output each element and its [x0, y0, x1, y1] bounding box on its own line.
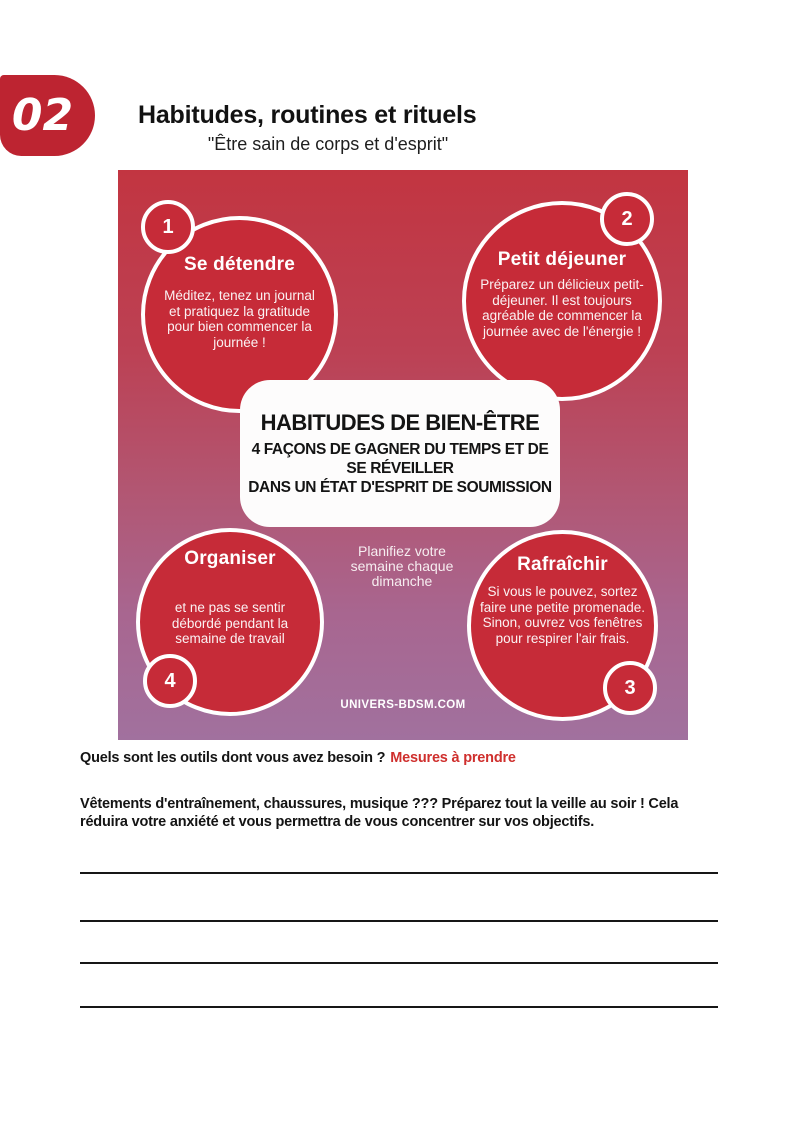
writing-line	[80, 872, 718, 874]
page-subtitle: "Être sain de corps et d'esprit"	[207, 134, 449, 154]
step-text: Préparez un délicieux petit-déjeuner. Il est toujours agréable de commencer la journée avec de l'énergie !	[480, 277, 644, 339]
page-header	[138, 101, 518, 155]
infographic-title: HABITUDES DE BIEN-ÊTRE	[260, 410, 540, 435]
infographic-image	[118, 170, 688, 740]
question-text: Quels sont les outils dont vous avez besoin ?	[80, 750, 386, 766]
writing-line	[80, 920, 718, 922]
step-title: Se détendre	[184, 254, 295, 275]
page-title: Habitudes, routines et rituels	[138, 101, 477, 129]
section-number: 02	[11, 90, 74, 141]
paragraph-line: réduira votre anxiété et vous permettra de vous concentrer sur vos objectifs.	[80, 813, 595, 830]
step-text: et ne pas se sentir débordé pendant la semaine de travail	[171, 600, 289, 646]
writing-line	[80, 1006, 718, 1008]
step-number-1: 1	[141, 200, 195, 254]
step-text: Si vous le pouvez, sortez faire une petite promenade. Sinon, ouvrez vos fenêtres pour respirer l'air frais.	[479, 584, 646, 646]
step-text: Méditez, tenez un journal et pratiquez la gratitude pour bien commencer la journée !	[164, 288, 315, 350]
infographic-center-card	[240, 380, 560, 527]
website-credit: UNIVERS-BDSM.COM	[340, 699, 466, 711]
step-title: Rafraîchir	[517, 554, 608, 575]
infographic-subtitle-line: DANS UN ÉTAT D'ESPRIT DE SOUMISSION	[248, 479, 552, 496]
infographic-subtitle-line: SE RÉVEILLER	[346, 460, 454, 477]
question-line	[80, 750, 516, 766]
section-number-badge	[0, 75, 95, 156]
infographic-subtitle-line: 4 FAÇONS DE GAGNER DU TEMPS ET DE	[251, 441, 549, 458]
step-number-2: 2	[600, 192, 654, 246]
step-number-3: 3	[603, 661, 657, 715]
step-title: Petit déjeuner	[497, 249, 627, 270]
instruction-paragraph	[80, 796, 678, 831]
step-number-4: 4	[143, 654, 197, 708]
plan-week-note: Planifiez votre semaine chaque dimanche	[350, 543, 454, 589]
writing-line	[80, 962, 718, 964]
paragraph-line: Vêtements d'entraînement, chaussures, musique ??? Préparez tout la veille au soir ! Cela	[80, 796, 679, 812]
question-action-highlight: Mesures à prendre	[390, 750, 516, 766]
step-title: Organiser	[184, 548, 276, 569]
